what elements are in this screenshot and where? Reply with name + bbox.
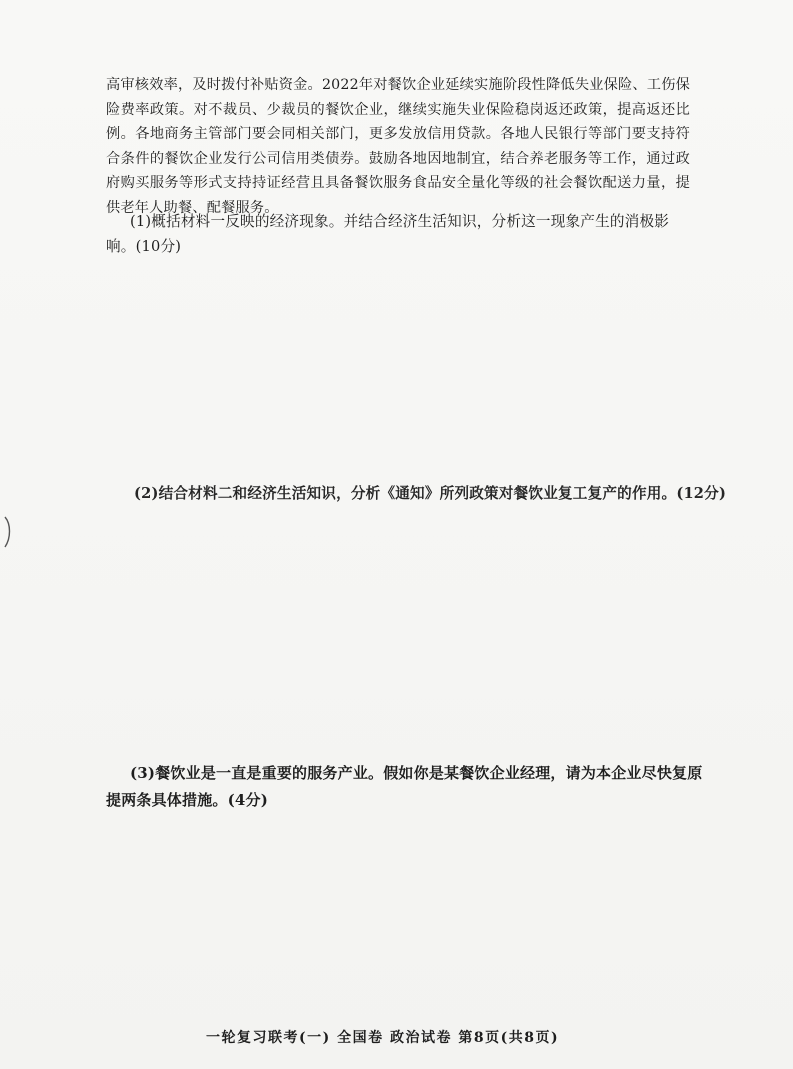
page-footer: 一轮复习联考(一) 全国卷 政治试卷 第8页(共8页)	[206, 1030, 560, 1046]
material-paragraph: 高审核效率，及时拨付补贴资金。2022年对餐饮企业延续实施阶段性降低失业保险、工伤保险费率政策。对不裁员、少裁员的餐饮企业，继续实施失业保险稳岗返还政策，提高返还比例。各地商务主管部门要会同相关部门，更多发放信用贷款。各地人民银行等部门要支持符合条件的餐饮企业发行公司信用类债券。鼓励各地因地制宜，结合养老服务等工作，通过政府购买服务等形式支持持证经营且具备餐饮服务食品安全量化等级的社会餐饮配送力量，提供老年人助餐、配餐服务。	[106, 77, 690, 216]
question-3: (3)餐饮业是一直是重要的服务产业。假如你是某餐饮企业经理，请为本企业尽快复原提两条具体措施。(4分)	[106, 764, 703, 809]
question-1: (1)概括材料一反映的经济现象。并结合经济生活知识，分析这一现象产生的消极影响。(10分)	[106, 213, 670, 255]
question-2: (2)结合材料二和经济生活知识，分析《通知》所列政策对餐饮业复工复产的作用。(12分)	[134, 485, 727, 502]
scan-edge-mark	[2, 516, 14, 548]
